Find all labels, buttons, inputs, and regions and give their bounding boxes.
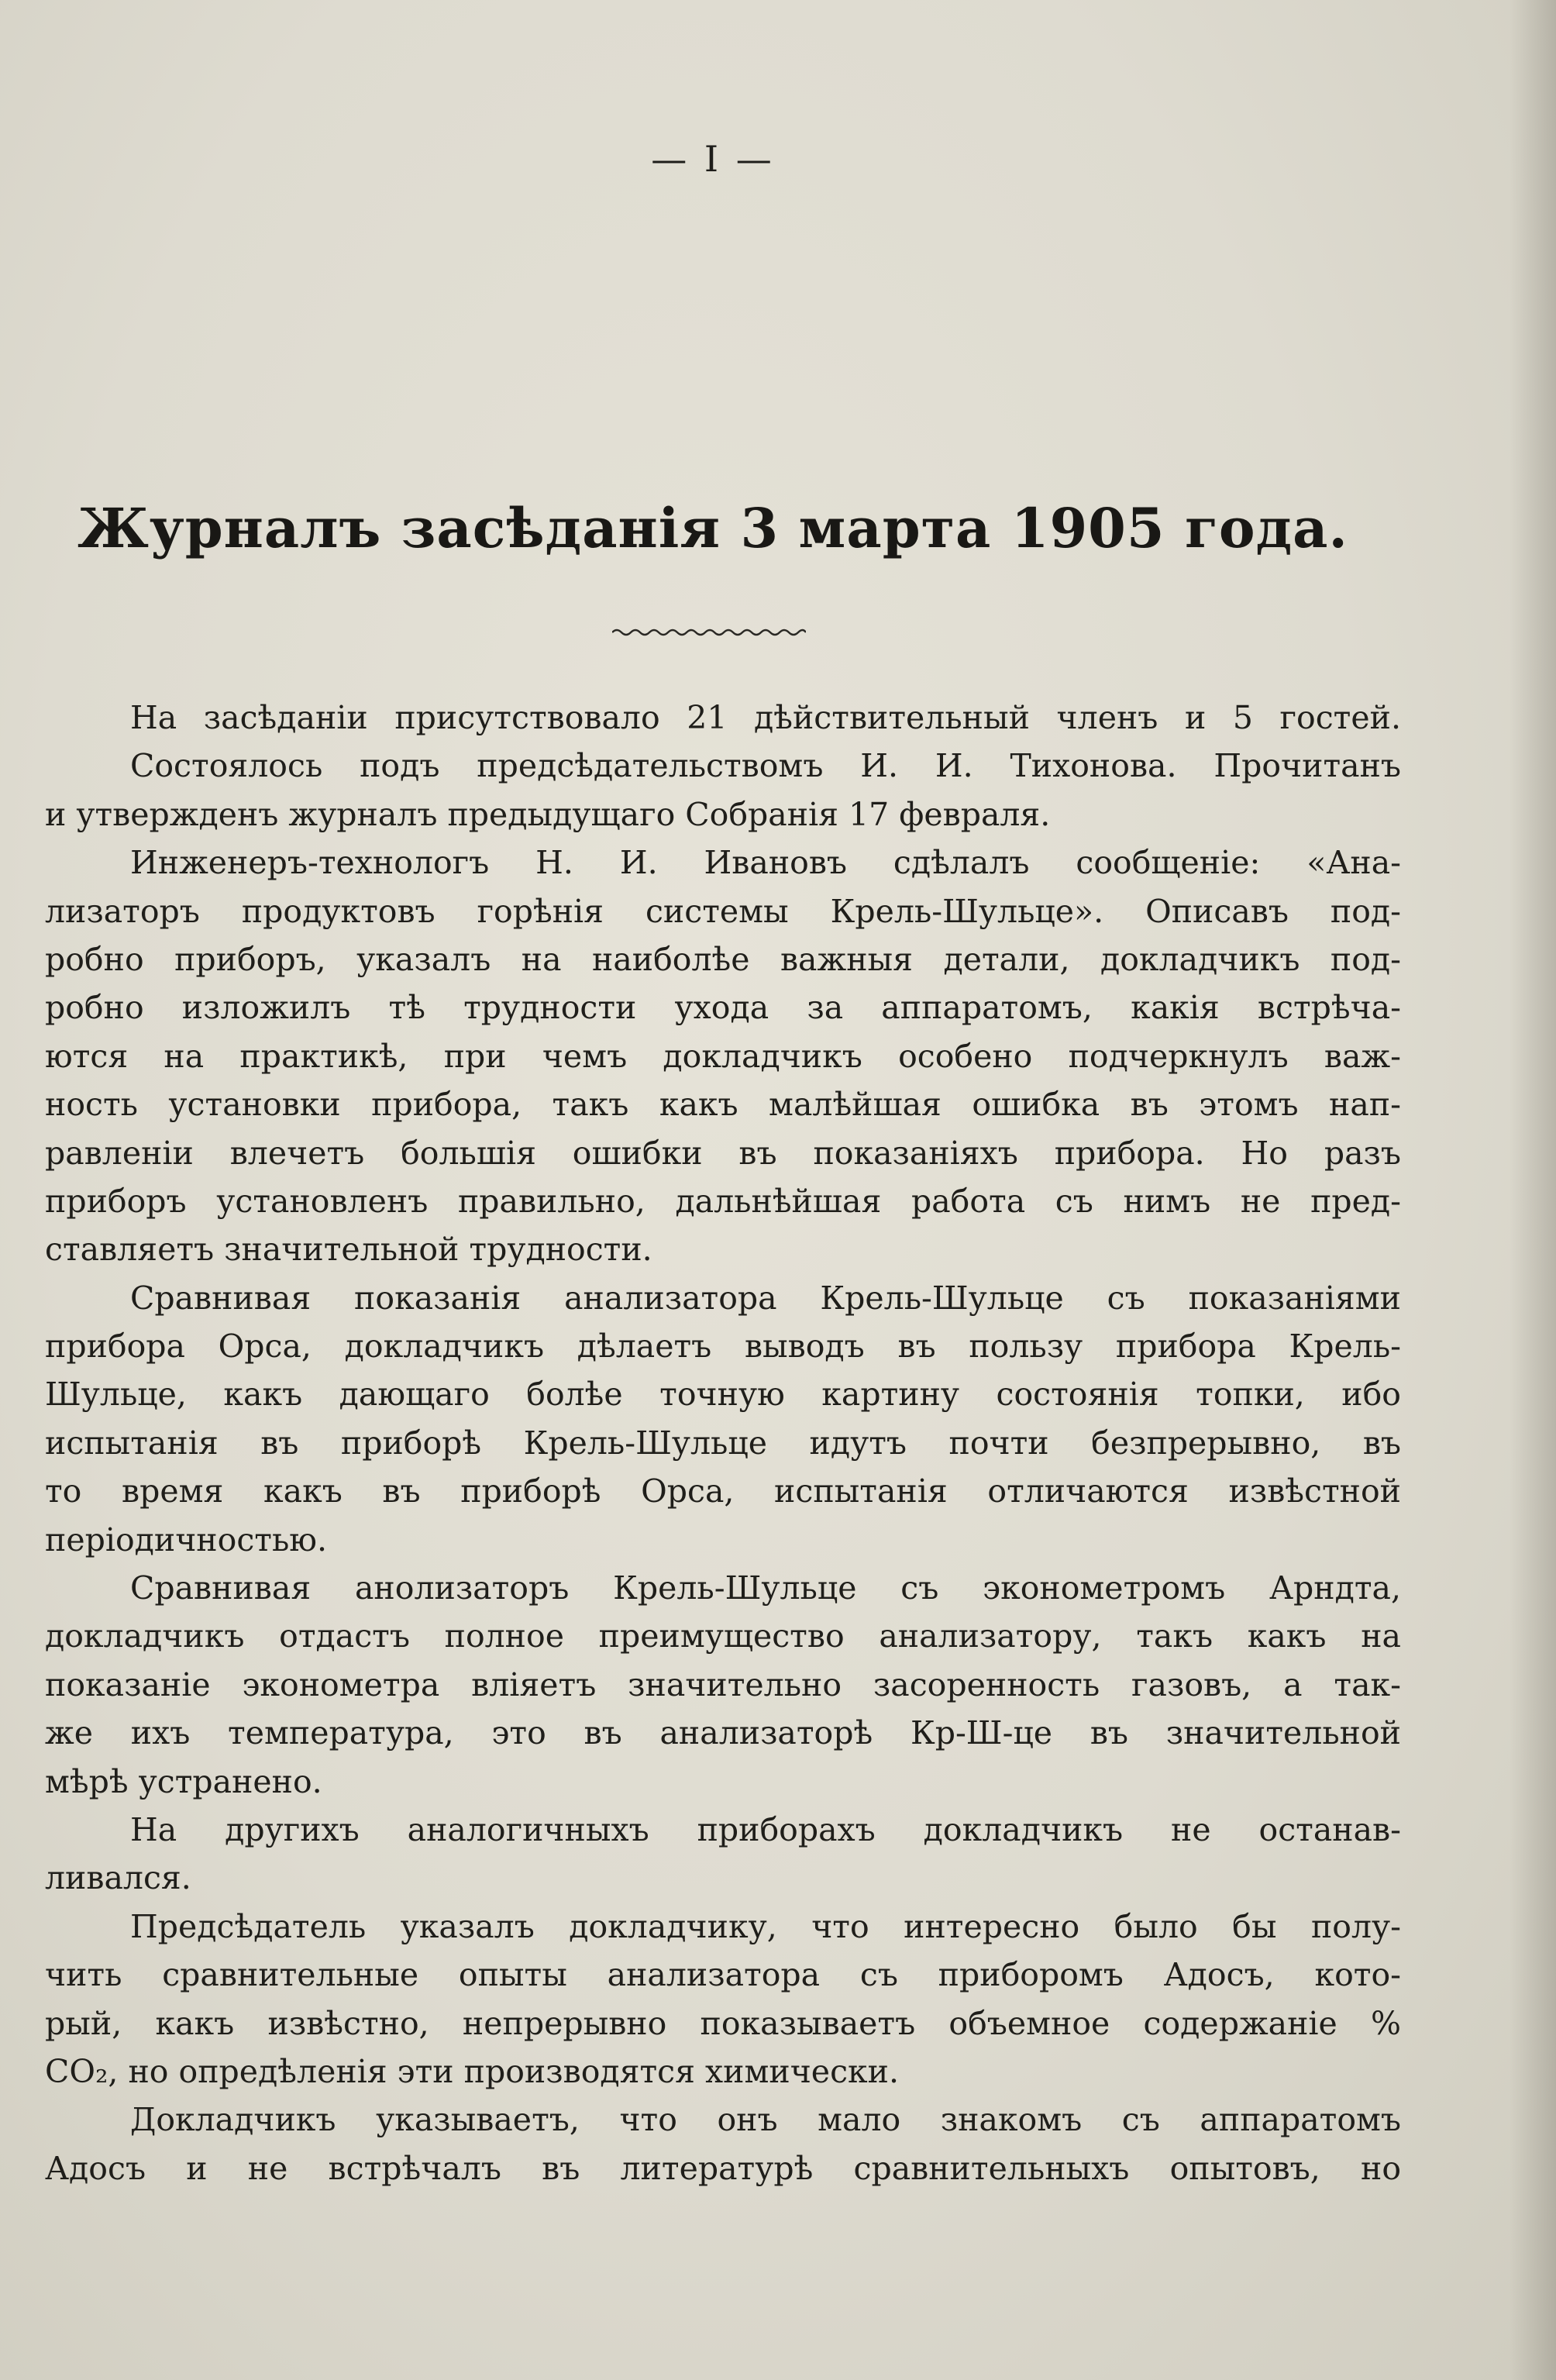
text-line-content: докладчикъ отдастъ полное преимущество анализатору, такъ какъ на [45, 1617, 1401, 1655]
text-line [45, 1854, 1401, 1902]
text-line [45, 1080, 1401, 1128]
text-line-content: показаніе эконометра вліяетъ значительно засоренность газовъ, а так- [45, 1665, 1401, 1703]
text-line-content: робно приборъ, указалъ на наиболѣе важныя детали, докладчикъ под- [45, 940, 1401, 978]
journal-body-text [45, 694, 1401, 2192]
text-line-content: На другихъ аналогичныхъ приборахъ докладчикъ не останав- [130, 1810, 1401, 1848]
text-line [45, 1564, 1401, 1612]
text-line [45, 1467, 1401, 1515]
text-line [45, 1903, 1401, 1951]
text-line [45, 1032, 1401, 1080]
text-line-content: и утвержденъ журналъ предыдущаго Собранія 17 февраля. [45, 795, 1051, 833]
text-line-content: прибора Орса, докладчикъ дѣлаетъ выводъ въ пользу прибора Крель- [45, 1328, 1401, 1366]
text-line-content: Состоялось подъ предсѣдательствомъ И. И. Тихонова. Прочитанъ [130, 747, 1401, 785]
page-edge-shadow [1510, 0, 1556, 2380]
text-line-content: періодичностью. [45, 1521, 328, 1559]
text-line [45, 1709, 1401, 1757]
text-line-content: ливался. [45, 1859, 191, 1897]
text-line-content: Шульце, какъ дающаго болѣе точную картину состоянія топки, ибо [45, 1376, 1401, 1414]
text-line [45, 935, 1401, 983]
text-line [45, 2048, 1401, 2096]
text-line-content: Сравнивая анолизаторъ Крель-Шульце съ эконометромъ Арндта, [130, 1569, 1401, 1607]
text-line-content: На засѣданіи присутствовало 21 дѣйствительный членъ и 5 гостей. [130, 699, 1401, 736]
text-line [45, 1612, 1401, 1660]
text-line [45, 1177, 1401, 1225]
text-line-content: лизаторъ продуктовъ горѣнія системы Крель-Шульце». Описавъ под- [45, 892, 1401, 930]
text-line [45, 1274, 1401, 1322]
text-line [45, 742, 1401, 790]
text-line [45, 1999, 1401, 2048]
text-line-content: CO₂, но опредѣленія эти производятся химически. [45, 2052, 900, 2090]
text-line [45, 1129, 1401, 1177]
text-line [45, 887, 1401, 935]
text-line [45, 1225, 1401, 1273]
text-line-content: равленіи влечетъ большія ошибки въ показаніяхъ прибора. Но разъ [45, 1134, 1401, 1172]
page-title: Журналъ засѣданія 3 марта 1905 года. [77, 496, 1348, 560]
text-line [45, 1806, 1401, 1854]
text-line [45, 1661, 1401, 1709]
text-line-content: испытанія въ приборѣ Крель-Шульце идутъ почти безпрерывно, въ [45, 1424, 1401, 1462]
text-line-content: Сравнивая показанія анализатора Крель-Шульце съ показаніями [130, 1279, 1401, 1317]
text-line-content: ность установки прибора, такъ какъ малѣйшая ошибка въ этомъ нап- [45, 1086, 1401, 1124]
text-line-content: рый, какъ извѣстно, непрерывно показываетъ объемное содержаніе % [45, 2004, 1401, 2042]
page-number: — I — [651, 138, 775, 180]
text-line [45, 1370, 1401, 1418]
text-line [45, 1322, 1401, 1370]
text-line [45, 983, 1401, 1032]
text-line-content: чить сравнительные опыты анализатора съ приборомъ Адосъ, кото- [45, 1956, 1401, 1994]
text-line-content: Предсѣдатель указалъ докладчику, что интересно было бы полу- [130, 1907, 1401, 1945]
text-line [45, 839, 1401, 887]
text-line-content: Адосъ и не встрѣчалъ въ литературѣ сравнительныхъ опытовъ, но [45, 2149, 1401, 2187]
text-line [45, 1951, 1401, 1999]
text-line-content: ются на практикѣ, при чемъ докладчикъ особено подчеркнулъ важ- [45, 1037, 1401, 1075]
text-line [45, 1516, 1401, 1564]
text-line [45, 1419, 1401, 1467]
text-line [45, 694, 1401, 742]
decorative-wavy-rule [612, 626, 806, 639]
text-line [45, 1758, 1401, 1806]
text-line-content: ставляетъ значительной трудности. [45, 1231, 652, 1269]
text-line-content: мѣрѣ устранено. [45, 1762, 322, 1800]
text-line-content: Инженеръ-технологъ Н. И. Ивановъ сдѣлалъ сообщеніе: «Ана- [130, 844, 1401, 882]
text-line-content: робно изложилъ тѣ трудности ухода за аппаратомъ, какія встрѣча- [45, 989, 1401, 1027]
text-line [45, 2144, 1401, 2192]
text-line [45, 2096, 1401, 2144]
text-line-content: же ихъ температура, это въ анализаторѣ Кр-Ш-це въ значительной [45, 1714, 1401, 1752]
text-line-content: то время какъ въ приборѣ Орса, испытанія отличаются извѣстной [45, 1472, 1401, 1510]
text-line [45, 790, 1401, 839]
text-line-content: Докладчикъ указываетъ, что онъ мало знакомъ съ аппаратомъ [130, 2101, 1401, 2139]
text-line-content: приборъ установленъ правильно, дальнѣйшая работа съ нимъ не пред- [45, 1182, 1401, 1220]
